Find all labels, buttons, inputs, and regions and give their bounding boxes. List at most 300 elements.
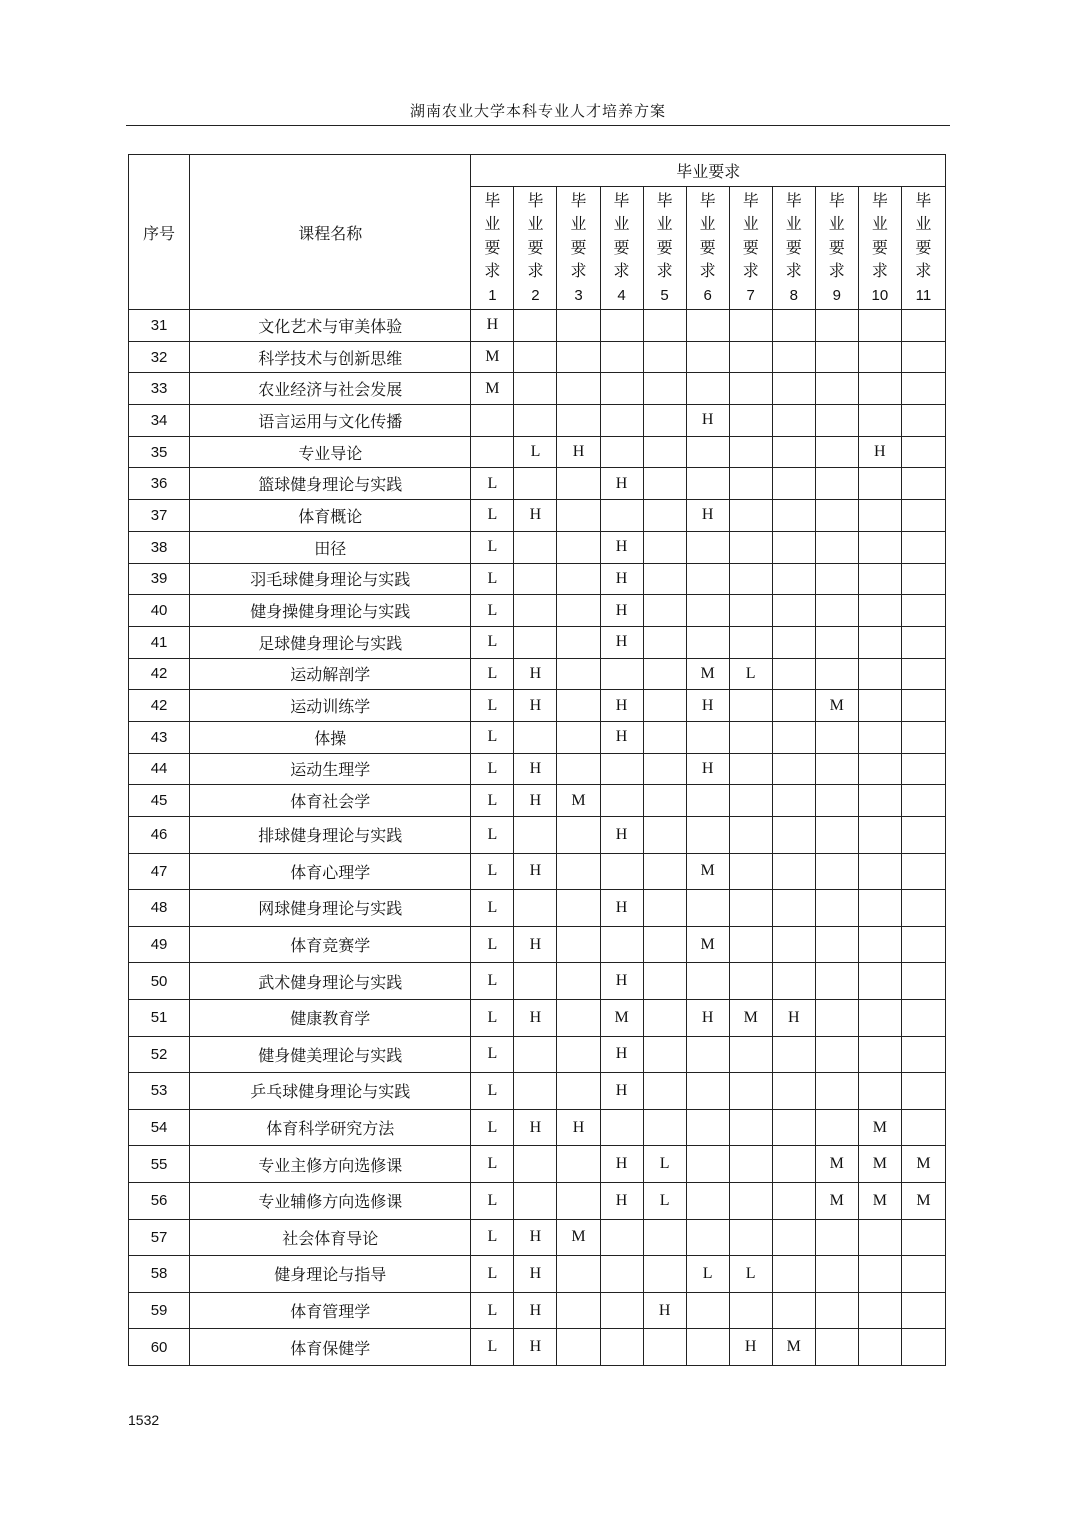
- course-number: 50: [129, 963, 190, 1000]
- requirement-mark-8: [772, 310, 815, 342]
- requirement-mark-7: [729, 1146, 772, 1183]
- course-number: 60: [129, 1329, 190, 1366]
- requirement-mark-9: [815, 658, 858, 690]
- requirement-mark-6: [686, 1292, 729, 1329]
- requirement-mark-5: [643, 595, 686, 627]
- requirement-mark-7: [729, 963, 772, 1000]
- requirement-header-char: 业: [828, 214, 845, 234]
- requirement-mark-6: M: [686, 926, 729, 963]
- requirement-mark-9: [815, 785, 858, 817]
- requirement-header-9: [815, 187, 858, 310]
- requirement-mark-7: [729, 817, 772, 854]
- requirement-mark-11: [901, 373, 945, 405]
- requirement-mark-8: [772, 753, 815, 785]
- requirement-mark-10: [858, 341, 901, 373]
- requirement-mark-5: L: [643, 1146, 686, 1183]
- requirement-header-char: 业: [656, 214, 673, 234]
- table-row: [129, 310, 946, 342]
- requirement-mark-3: [557, 468, 600, 500]
- requirement-header-number: 9: [832, 286, 841, 304]
- requirement-mark-6: [686, 310, 729, 342]
- requirement-mark-6: [686, 1036, 729, 1073]
- requirement-mark-1: L: [471, 1146, 514, 1183]
- requirement-mark-3: [557, 853, 600, 890]
- requirement-mark-4: [600, 926, 643, 963]
- requirement-mark-11: [901, 436, 945, 468]
- requirement-header-10: [858, 187, 901, 310]
- requirement-header-char: 毕: [871, 190, 888, 210]
- requirement-mark-7: [729, 373, 772, 405]
- requirement-mark-1: L: [471, 595, 514, 627]
- requirement-mark-6: M: [686, 853, 729, 890]
- requirement-mark-6: [686, 341, 729, 373]
- course-number: 36: [129, 468, 190, 500]
- requirement-mark-11: [901, 1073, 945, 1110]
- course-number: 42: [129, 658, 190, 690]
- course-name: 专业辅修方向选修课: [190, 1182, 471, 1219]
- table-row: [129, 690, 946, 722]
- course-number: 41: [129, 626, 190, 658]
- course-name: 健康教育学: [190, 999, 471, 1036]
- table-row: [129, 531, 946, 563]
- requirement-mark-4: H: [600, 563, 643, 595]
- requirement-mark-6: [686, 1073, 729, 1110]
- requirement-header-char: 业: [785, 214, 802, 234]
- requirement-mark-3: [557, 690, 600, 722]
- course-name: 运动解剖学: [190, 658, 471, 690]
- requirement-mark-5: [643, 926, 686, 963]
- requirement-mark-7: [729, 595, 772, 627]
- requirement-mark-3: [557, 963, 600, 1000]
- course-number: 37: [129, 500, 190, 532]
- requirement-mark-4: H: [600, 1146, 643, 1183]
- requirement-header-char: 毕: [527, 190, 544, 210]
- requirement-mark-3: [557, 595, 600, 627]
- requirement-header-1: [471, 187, 514, 310]
- table-row: [129, 999, 946, 1036]
- course-name: 语言运用与文化传播: [190, 405, 471, 437]
- course-name: 科学技术与创新思维: [190, 341, 471, 373]
- requirement-mark-1: L: [471, 926, 514, 963]
- table-row: [129, 785, 946, 817]
- requirement-mark-10: [858, 626, 901, 658]
- requirement-mark-8: [772, 626, 815, 658]
- course-name: 羽毛球健身理论与实践: [190, 563, 471, 595]
- requirement-mark-7: [729, 1182, 772, 1219]
- requirement-mark-10: [858, 468, 901, 500]
- requirement-mark-2: [514, 373, 557, 405]
- requirement-mark-2: [514, 1146, 557, 1183]
- requirement-mark-4: [600, 785, 643, 817]
- requirement-header-char: 求: [742, 261, 759, 281]
- requirement-mark-4: [600, 405, 643, 437]
- requirement-mark-3: [557, 373, 600, 405]
- requirement-header-number: 7: [746, 286, 755, 304]
- course-name: 田径: [190, 531, 471, 563]
- requirement-mark-7: [729, 1073, 772, 1110]
- requirement-mark-3: H: [557, 436, 600, 468]
- requirement-mark-9: [815, 373, 858, 405]
- requirement-mark-8: [772, 1109, 815, 1146]
- requirement-mark-7: [729, 926, 772, 963]
- requirement-mark-2: H: [514, 1219, 557, 1256]
- requirement-mark-2: [514, 963, 557, 1000]
- requirement-header-number: 5: [660, 286, 669, 304]
- requirement-mark-1: L: [471, 658, 514, 690]
- requirement-mark-3: [557, 1036, 600, 1073]
- requirement-mark-1: L: [471, 817, 514, 854]
- requirement-mark-2: [514, 626, 557, 658]
- requirement-mark-5: [643, 999, 686, 1036]
- requirement-mark-5: [643, 310, 686, 342]
- requirement-mark-11: [901, 890, 945, 927]
- requirement-mark-10: [858, 531, 901, 563]
- requirement-mark-10: [858, 753, 901, 785]
- requirement-mark-9: [815, 468, 858, 500]
- course-name: 足球健身理论与实践: [190, 626, 471, 658]
- requirement-header-char: 毕: [915, 190, 932, 210]
- course-number: 54: [129, 1109, 190, 1146]
- requirement-mark-10: [858, 373, 901, 405]
- requirement-mark-9: [815, 626, 858, 658]
- requirement-mark-9: [815, 890, 858, 927]
- requirement-header-number: 2: [531, 286, 540, 304]
- requirement-mark-6: [686, 963, 729, 1000]
- table-row: [129, 373, 946, 405]
- requirement-header-char: 要: [570, 237, 587, 257]
- requirement-mark-9: [815, 926, 858, 963]
- requirement-mark-3: [557, 405, 600, 437]
- table-row: [129, 753, 946, 785]
- requirement-header-char: 要: [656, 237, 673, 257]
- table-body: [129, 310, 946, 1366]
- course-number: 43: [129, 721, 190, 753]
- requirement-mark-7: M: [729, 999, 772, 1036]
- requirement-mark-7: [729, 1219, 772, 1256]
- requirement-mark-4: [600, 853, 643, 890]
- requirement-mark-10: [858, 785, 901, 817]
- requirement-mark-3: H: [557, 1109, 600, 1146]
- requirement-mark-9: [815, 817, 858, 854]
- table-row: [129, 341, 946, 373]
- requirement-mark-1: [471, 436, 514, 468]
- requirement-mark-8: [772, 853, 815, 890]
- requirement-header-number: 8: [789, 286, 798, 304]
- requirement-mark-9: [815, 963, 858, 1000]
- requirement-mark-3: [557, 1182, 600, 1219]
- course-number: 48: [129, 890, 190, 927]
- requirement-mark-10: [858, 890, 901, 927]
- requirement-mark-8: [772, 595, 815, 627]
- requirement-mark-4: H: [600, 721, 643, 753]
- course-number: 47: [129, 853, 190, 890]
- requirement-mark-7: [729, 341, 772, 373]
- table-row: [129, 721, 946, 753]
- requirement-mark-8: M: [772, 1329, 815, 1366]
- requirement-mark-11: [901, 999, 945, 1036]
- course-name: 体育保健学: [190, 1329, 471, 1366]
- course-name: 健身操健身理论与实践: [190, 595, 471, 627]
- requirement-mark-2: [514, 405, 557, 437]
- requirement-mark-7: [729, 310, 772, 342]
- requirement-header-char: 求: [570, 261, 587, 281]
- requirement-mark-1: L: [471, 890, 514, 927]
- table-row: [129, 1073, 946, 1110]
- requirement-header-char: 要: [915, 237, 932, 257]
- course-name: 专业导论: [190, 436, 471, 468]
- requirement-header-char: 毕: [699, 190, 716, 210]
- requirement-header-6: [686, 187, 729, 310]
- requirement-mark-4: [600, 1256, 643, 1293]
- table-row: [129, 1109, 946, 1146]
- requirement-mark-4: [600, 658, 643, 690]
- table-row: [129, 563, 946, 595]
- requirement-header-char: 业: [742, 214, 759, 234]
- requirement-mark-6: M: [686, 658, 729, 690]
- requirement-mark-1: L: [471, 500, 514, 532]
- course-name: 健身健美理论与实践: [190, 1036, 471, 1073]
- requirement-mark-8: [772, 785, 815, 817]
- requirement-mark-5: [643, 531, 686, 563]
- requirement-mark-5: [643, 1256, 686, 1293]
- course-name: 社会体育导论: [190, 1219, 471, 1256]
- requirement-mark-9: M: [815, 1182, 858, 1219]
- requirement-header-char: 求: [613, 261, 630, 281]
- requirement-mark-2: H: [514, 1292, 557, 1329]
- requirement-mark-11: [901, 405, 945, 437]
- requirement-mark-11: [901, 853, 945, 890]
- requirement-mark-5: [643, 468, 686, 500]
- requirement-header-char: 要: [613, 237, 630, 257]
- requirement-mark-2: [514, 341, 557, 373]
- course-name: 体育概论: [190, 500, 471, 532]
- course-number: 33: [129, 373, 190, 405]
- course-name: 运动生理学: [190, 753, 471, 785]
- requirement-mark-9: [815, 721, 858, 753]
- requirement-mark-3: [557, 626, 600, 658]
- requirement-mark-10: [858, 1219, 901, 1256]
- requirement-mark-9: [815, 999, 858, 1036]
- requirement-header-number: 6: [703, 286, 712, 304]
- requirement-mark-10: [858, 500, 901, 532]
- requirement-mark-9: [815, 1109, 858, 1146]
- requirement-mark-10: [858, 963, 901, 1000]
- requirement-mark-8: H: [772, 999, 815, 1036]
- requirement-mark-10: H: [858, 436, 901, 468]
- requirement-mark-11: [901, 1109, 945, 1146]
- requirement-mark-2: [514, 310, 557, 342]
- requirement-mark-4: [600, 1329, 643, 1366]
- requirement-mark-10: [858, 1073, 901, 1110]
- requirement-mark-3: [557, 817, 600, 854]
- requirement-mark-2: H: [514, 658, 557, 690]
- requirement-mark-11: [901, 563, 945, 595]
- requirement-mark-8: [772, 690, 815, 722]
- requirement-header-number: 10: [871, 286, 889, 304]
- requirement-mark-8: [772, 1292, 815, 1329]
- requirement-mark-7: [729, 531, 772, 563]
- table-row: [129, 500, 946, 532]
- table-row: [129, 1329, 946, 1366]
- requirement-mark-8: [772, 926, 815, 963]
- requirement-mark-3: [557, 658, 600, 690]
- requirement-mark-4: [600, 500, 643, 532]
- requirement-mark-4: H: [600, 963, 643, 1000]
- table-row: [129, 853, 946, 890]
- requirement-mark-8: [772, 890, 815, 927]
- requirement-mark-5: [643, 373, 686, 405]
- requirement-header-char: 要: [484, 237, 501, 257]
- requirement-mark-7: L: [729, 658, 772, 690]
- course-number: 58: [129, 1256, 190, 1293]
- requirement-mark-11: [901, 963, 945, 1000]
- requirement-mark-5: [643, 436, 686, 468]
- requirement-mark-1: [471, 405, 514, 437]
- requirement-mark-6: [686, 531, 729, 563]
- requirement-mark-3: [557, 1292, 600, 1329]
- requirement-mark-9: [815, 500, 858, 532]
- requirement-mark-1: L: [471, 468, 514, 500]
- requirement-mark-2: [514, 721, 557, 753]
- requirement-mark-1: M: [471, 341, 514, 373]
- course-name: 农业经济与社会发展: [190, 373, 471, 405]
- requirement-mark-1: L: [471, 753, 514, 785]
- requirement-mark-6: L: [686, 1256, 729, 1293]
- requirement-mark-6: [686, 1182, 729, 1219]
- requirement-mark-11: [901, 1329, 945, 1366]
- requirement-mark-3: [557, 1073, 600, 1110]
- course-number: 38: [129, 531, 190, 563]
- requirement-header-char: 求: [484, 261, 501, 281]
- course-number: 57: [129, 1219, 190, 1256]
- requirement-mark-6: [686, 721, 729, 753]
- requirement-mark-10: [858, 721, 901, 753]
- table-row: [129, 1292, 946, 1329]
- requirement-mark-9: M: [815, 1146, 858, 1183]
- requirement-mark-2: [514, 817, 557, 854]
- requirement-mark-2: [514, 890, 557, 927]
- table-row: [129, 926, 946, 963]
- requirement-mark-11: [901, 341, 945, 373]
- requirement-mark-6: H: [686, 753, 729, 785]
- requirement-mark-4: H: [600, 890, 643, 927]
- requirement-header-char: 要: [699, 237, 716, 257]
- requirement-mark-5: [643, 1219, 686, 1256]
- requirement-mark-8: [772, 1256, 815, 1293]
- requirement-mark-6: [686, 436, 729, 468]
- requirement-mark-11: [901, 926, 945, 963]
- requirement-mark-2: [514, 563, 557, 595]
- requirement-mark-3: [557, 531, 600, 563]
- requirement-header-char: 业: [915, 214, 932, 234]
- requirement-header-2: [514, 187, 557, 310]
- requirement-mark-8: [772, 468, 815, 500]
- requirement-mark-7: [729, 785, 772, 817]
- requirement-mark-9: [815, 1219, 858, 1256]
- requirement-header-char: 求: [828, 261, 845, 281]
- course-name: 文化艺术与审美体验: [190, 310, 471, 342]
- table-row: [129, 626, 946, 658]
- requirement-mark-10: [858, 310, 901, 342]
- requirement-header-char: 要: [785, 237, 802, 257]
- requirement-mark-10: M: [858, 1146, 901, 1183]
- requirement-header-number: 3: [574, 286, 583, 304]
- requirement-mark-5: [643, 853, 686, 890]
- requirement-mark-2: H: [514, 785, 557, 817]
- course-name: 体育社会学: [190, 785, 471, 817]
- requirement-mark-11: [901, 721, 945, 753]
- course-name: 体操: [190, 721, 471, 753]
- requirement-mark-10: [858, 1256, 901, 1293]
- requirement-header-char: 毕: [613, 190, 630, 210]
- requirement-mark-8: [772, 817, 815, 854]
- requirement-mark-9: [815, 1036, 858, 1073]
- requirement-mark-8: [772, 563, 815, 595]
- requirement-mark-2: [514, 1073, 557, 1110]
- requirement-mark-3: [557, 310, 600, 342]
- requirement-mark-5: [643, 658, 686, 690]
- page-number: 1532: [128, 1412, 160, 1428]
- requirement-mark-11: [901, 817, 945, 854]
- requirement-mark-3: [557, 1329, 600, 1366]
- requirement-header-number: 4: [617, 286, 626, 304]
- requirement-header-char: 业: [484, 214, 501, 234]
- course-name: 篮球健身理论与实践: [190, 468, 471, 500]
- requirement-mark-2: [514, 1036, 557, 1073]
- course-number: 49: [129, 926, 190, 963]
- requirement-mark-7: [729, 853, 772, 890]
- course-name: 体育竞赛学: [190, 926, 471, 963]
- requirement-mark-4: H: [600, 468, 643, 500]
- requirement-mark-5: [643, 563, 686, 595]
- requirement-mark-9: [815, 310, 858, 342]
- requirement-mark-5: [643, 1109, 686, 1146]
- requirement-mark-9: [815, 563, 858, 595]
- requirement-mark-9: [815, 531, 858, 563]
- table-row: [129, 436, 946, 468]
- requirement-mark-4: H: [600, 690, 643, 722]
- requirement-mark-11: [901, 785, 945, 817]
- requirement-mark-2: H: [514, 1329, 557, 1366]
- requirement-mark-1: M: [471, 373, 514, 405]
- requirement-mark-3: [557, 926, 600, 963]
- requirement-mark-1: L: [471, 1256, 514, 1293]
- requirement-mark-4: [600, 373, 643, 405]
- requirement-mark-1: L: [471, 1219, 514, 1256]
- requirement-mark-6: [686, 626, 729, 658]
- requirement-mark-4: [600, 1109, 643, 1146]
- requirement-mark-2: H: [514, 926, 557, 963]
- requirement-mark-8: [772, 658, 815, 690]
- course-number: 51: [129, 999, 190, 1036]
- requirement-mark-4: [600, 436, 643, 468]
- course-number: 45: [129, 785, 190, 817]
- requirement-mark-8: [772, 531, 815, 563]
- requirement-mark-3: [557, 721, 600, 753]
- requirement-mark-11: [901, 595, 945, 627]
- course-number: 53: [129, 1073, 190, 1110]
- requirement-mark-1: L: [471, 1073, 514, 1110]
- requirement-mark-10: [858, 926, 901, 963]
- requirement-header-11: [901, 187, 945, 310]
- course-number: 55: [129, 1146, 190, 1183]
- requirement-mark-10: [858, 1292, 901, 1329]
- requirement-mark-9: M: [815, 690, 858, 722]
- requirement-mark-4: [600, 341, 643, 373]
- requirement-mark-1: L: [471, 785, 514, 817]
- course-name: 武术健身理论与实践: [190, 963, 471, 1000]
- requirement-header-number: 11: [915, 286, 932, 304]
